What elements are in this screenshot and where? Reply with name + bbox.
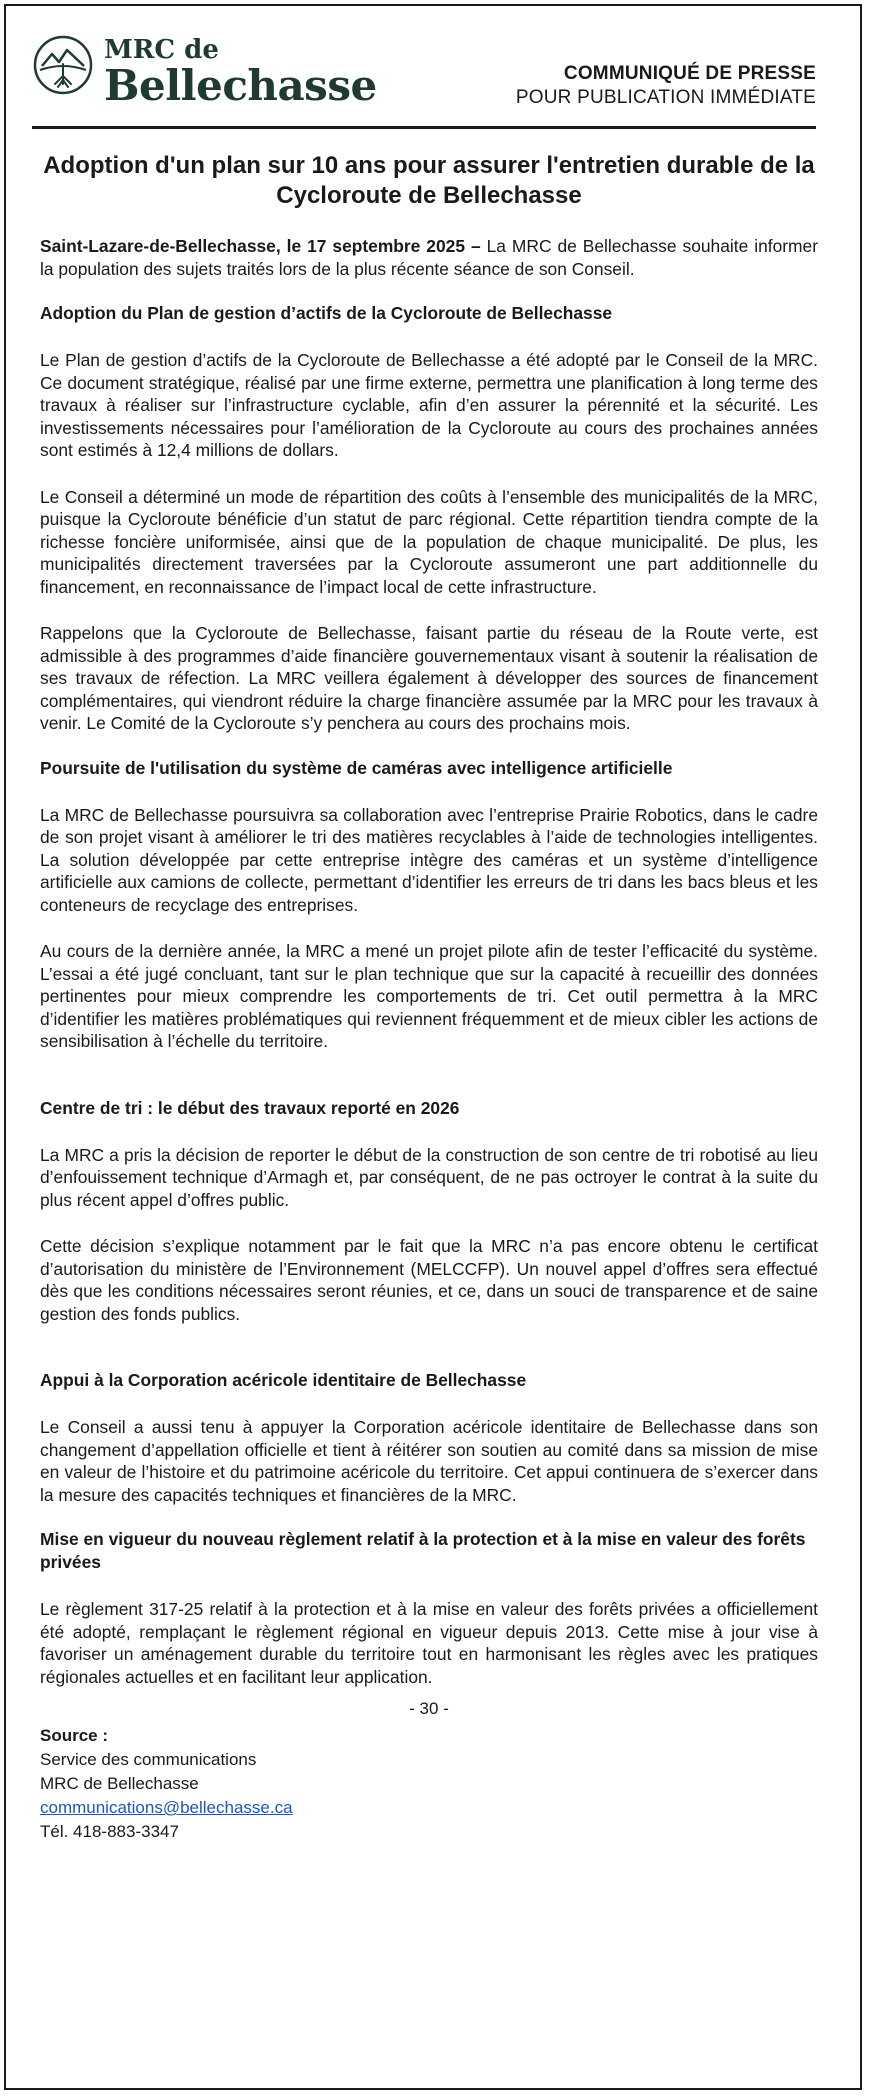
press-label — [516, 62, 816, 110]
press-title: COMMUNIQUÉ DE PRESSE — [563, 63, 816, 84]
source-service: Service des communications — [40, 1750, 257, 1769]
paragraph: La MRC de Bellechasse poursuivra sa collaboration avec l’entreprise Prairie Robotics, dans le cadre de son projet visant à améliorer le tri des matières recyclables à l’aide de technologies intelligentes. La solution développée par cette entreprise intègre des caméras et un système d’intelligence artificielle aux camions de collecte, permettant d’identifier les erreurs de tri dans les bacs bleus et les conteneurs de recyclage des entreprises. — [40, 804, 818, 915]
mrc-logo-icon — [32, 34, 94, 96]
paragraph: Au cours de la dernière année, la MRC a mené un projet pilote afin de tester l’efficacité du système. L’essai a été jugé concluant, tant sur le plan technique que sur la capacité à recueillir des données pertinentes pour mieux comprendre les comportements de tri. Cet outil permettra à la MRC d’identifier les matières problématiques qui reviennent fréquemment et de mieux cibler les actions de sensibilisation à l’échelle du territoire. — [40, 941, 818, 1051]
section-heading-acericole: Appui à la Corporation acéricole identitaire de Bellechasse — [40, 1370, 527, 1390]
intro-text: La MRC de Bellechasse souhaite informer la population des sujets traités lors de la plus récente séance de son Conseil. — [40, 236, 818, 279]
press-subtitle: POUR PUBLICATION IMMÉDIATE — [515, 87, 816, 108]
source-block — [40, 1724, 818, 1844]
logo-line-2: Bellechasse — [104, 61, 377, 110]
source-organization: MRC de Bellechasse — [40, 1774, 199, 1793]
paragraph: Rappelons que la Cycloroute de Bellechasse, faisant partie du réseau de la Route verte, est admissible à des programmes d’aide financière gouvernementaux visant à soutenir la réalisation de ses travaux de réfection. La MRC veillera également à développer des sources de financement complémentaires, qui viendront réduire la charge financière assumée par la MRC pour les travaux à venir. Le Comité de la Cycloroute s’y penchera au cours des prochains mois. — [40, 623, 818, 733]
dateline: Saint-Lazare-de-Bellechasse, le 17 septembre 2025 – — [40, 236, 481, 256]
press-release-page — [4, 4, 862, 2090]
paragraph: Cette décision s’explique notamment par le fait que la MRC n’a pas encore obtenu le certificat d’autorisation du ministère de l’Environnement (MELCCFP). Un nouvel appel d’offres sera effectué dès que les conditions nécessaires seront réunies, et ce, dans un souci de transparence et de saine gestion des fonds publics. — [40, 1236, 818, 1324]
header — [32, 32, 816, 128]
paragraph: Le Conseil a aussi tenu à appuyer la Corporation acéricole identitaire de Bellechasse dans son changement d’appellation officielle et tient à réitérer son soutien au comité dans sa mission de mise en valeur de l’histoire et du patrimoine acéricole du territoire. Cet appui continuera de s’exercer dans la mesure des capacités techniques et financières de la MRC. — [40, 1417, 818, 1505]
section-heading-cycloroute: Adoption du Plan de gestion d’actifs de la Cycloroute de Bellechasse — [40, 303, 613, 323]
document-body — [40, 151, 818, 1844]
section-heading-cameras: Poursuite de l'utilisation du système de caméras avec intelligence artificielle — [40, 757, 673, 778]
logo-wordmark — [104, 36, 377, 108]
logo-line-1: MRC de — [104, 35, 219, 65]
paragraph: Le règlement 317-25 relatif à la protection et à la mise en valeur des forêts privées a officiellement été adopté, remplaçant le règlement régional en vigueur depuis 2013. Cette mise à jour vise à favoriser un aménagement durable du territoire tout en harmonisant les règles avec les pratiques régionales actuelles et en facilitant leur application. — [40, 1599, 818, 1687]
section-heading-forets: Mise en vigueur du nouveau règlement relatif à la protection et à la mise en valeur des forêts privées — [40, 1529, 806, 1572]
source-email-link[interactable]: communications@bellechasse.ca — [40, 1798, 293, 1817]
section-heading-centre-de-tri: Centre de tri : le début des travaux reporté en 2026 — [40, 1097, 460, 1118]
source-label: Source : — [40, 1726, 109, 1745]
source-phone: Tél. 418-883-3347 — [40, 1822, 179, 1841]
end-marker: - 30 - — [409, 1699, 449, 1718]
paragraph: Le Conseil a déterminé un mode de répartition des coûts à l’ensemble des municipalités de la MRC, puisque la Cycloroute bénéficie d’un statut de parc régional. Cette répartition tiendra compte de la richesse foncière uniformisée, ainsi que de la population de chaque municipalité. De plus, les municipalités directement traversées par la Cycloroute assumeront une part additionnelle du financement, en reconnaissance de l’impact local de cette infrastructure. — [40, 486, 818, 597]
paragraph: Le Plan de gestion d’actifs de la Cycloroute de Bellechasse a été adopté par le Conseil de la MRC. Ce document stratégique, réalisé par une firme externe, permettra une planification à long terme des travaux à réaliser sur l’infrastructure cyclable, afin d’en assurer la pérennité et la sécurité. Les investissements nécessaires pour l’amélioration de la Cycloroute au cours des prochaines années sont estimés à 12,4 millions de dollars. — [40, 350, 818, 460]
document-title: Adoption d'un plan sur 10 ans pour assurer l'entretien durable de la Cycloroute de Bellechasse — [43, 152, 815, 209]
header-rule — [32, 126, 816, 129]
paragraph: La MRC a pris la décision de reporter le début de la construction de son centre de tri robotisé au lieu d’enfouissement technique d’Armagh et, par conséquent, de ne pas octroyer le contrat à la suite du plus récent appel d’offres public. — [40, 1144, 818, 1210]
intro-paragraph — [40, 235, 818, 280]
